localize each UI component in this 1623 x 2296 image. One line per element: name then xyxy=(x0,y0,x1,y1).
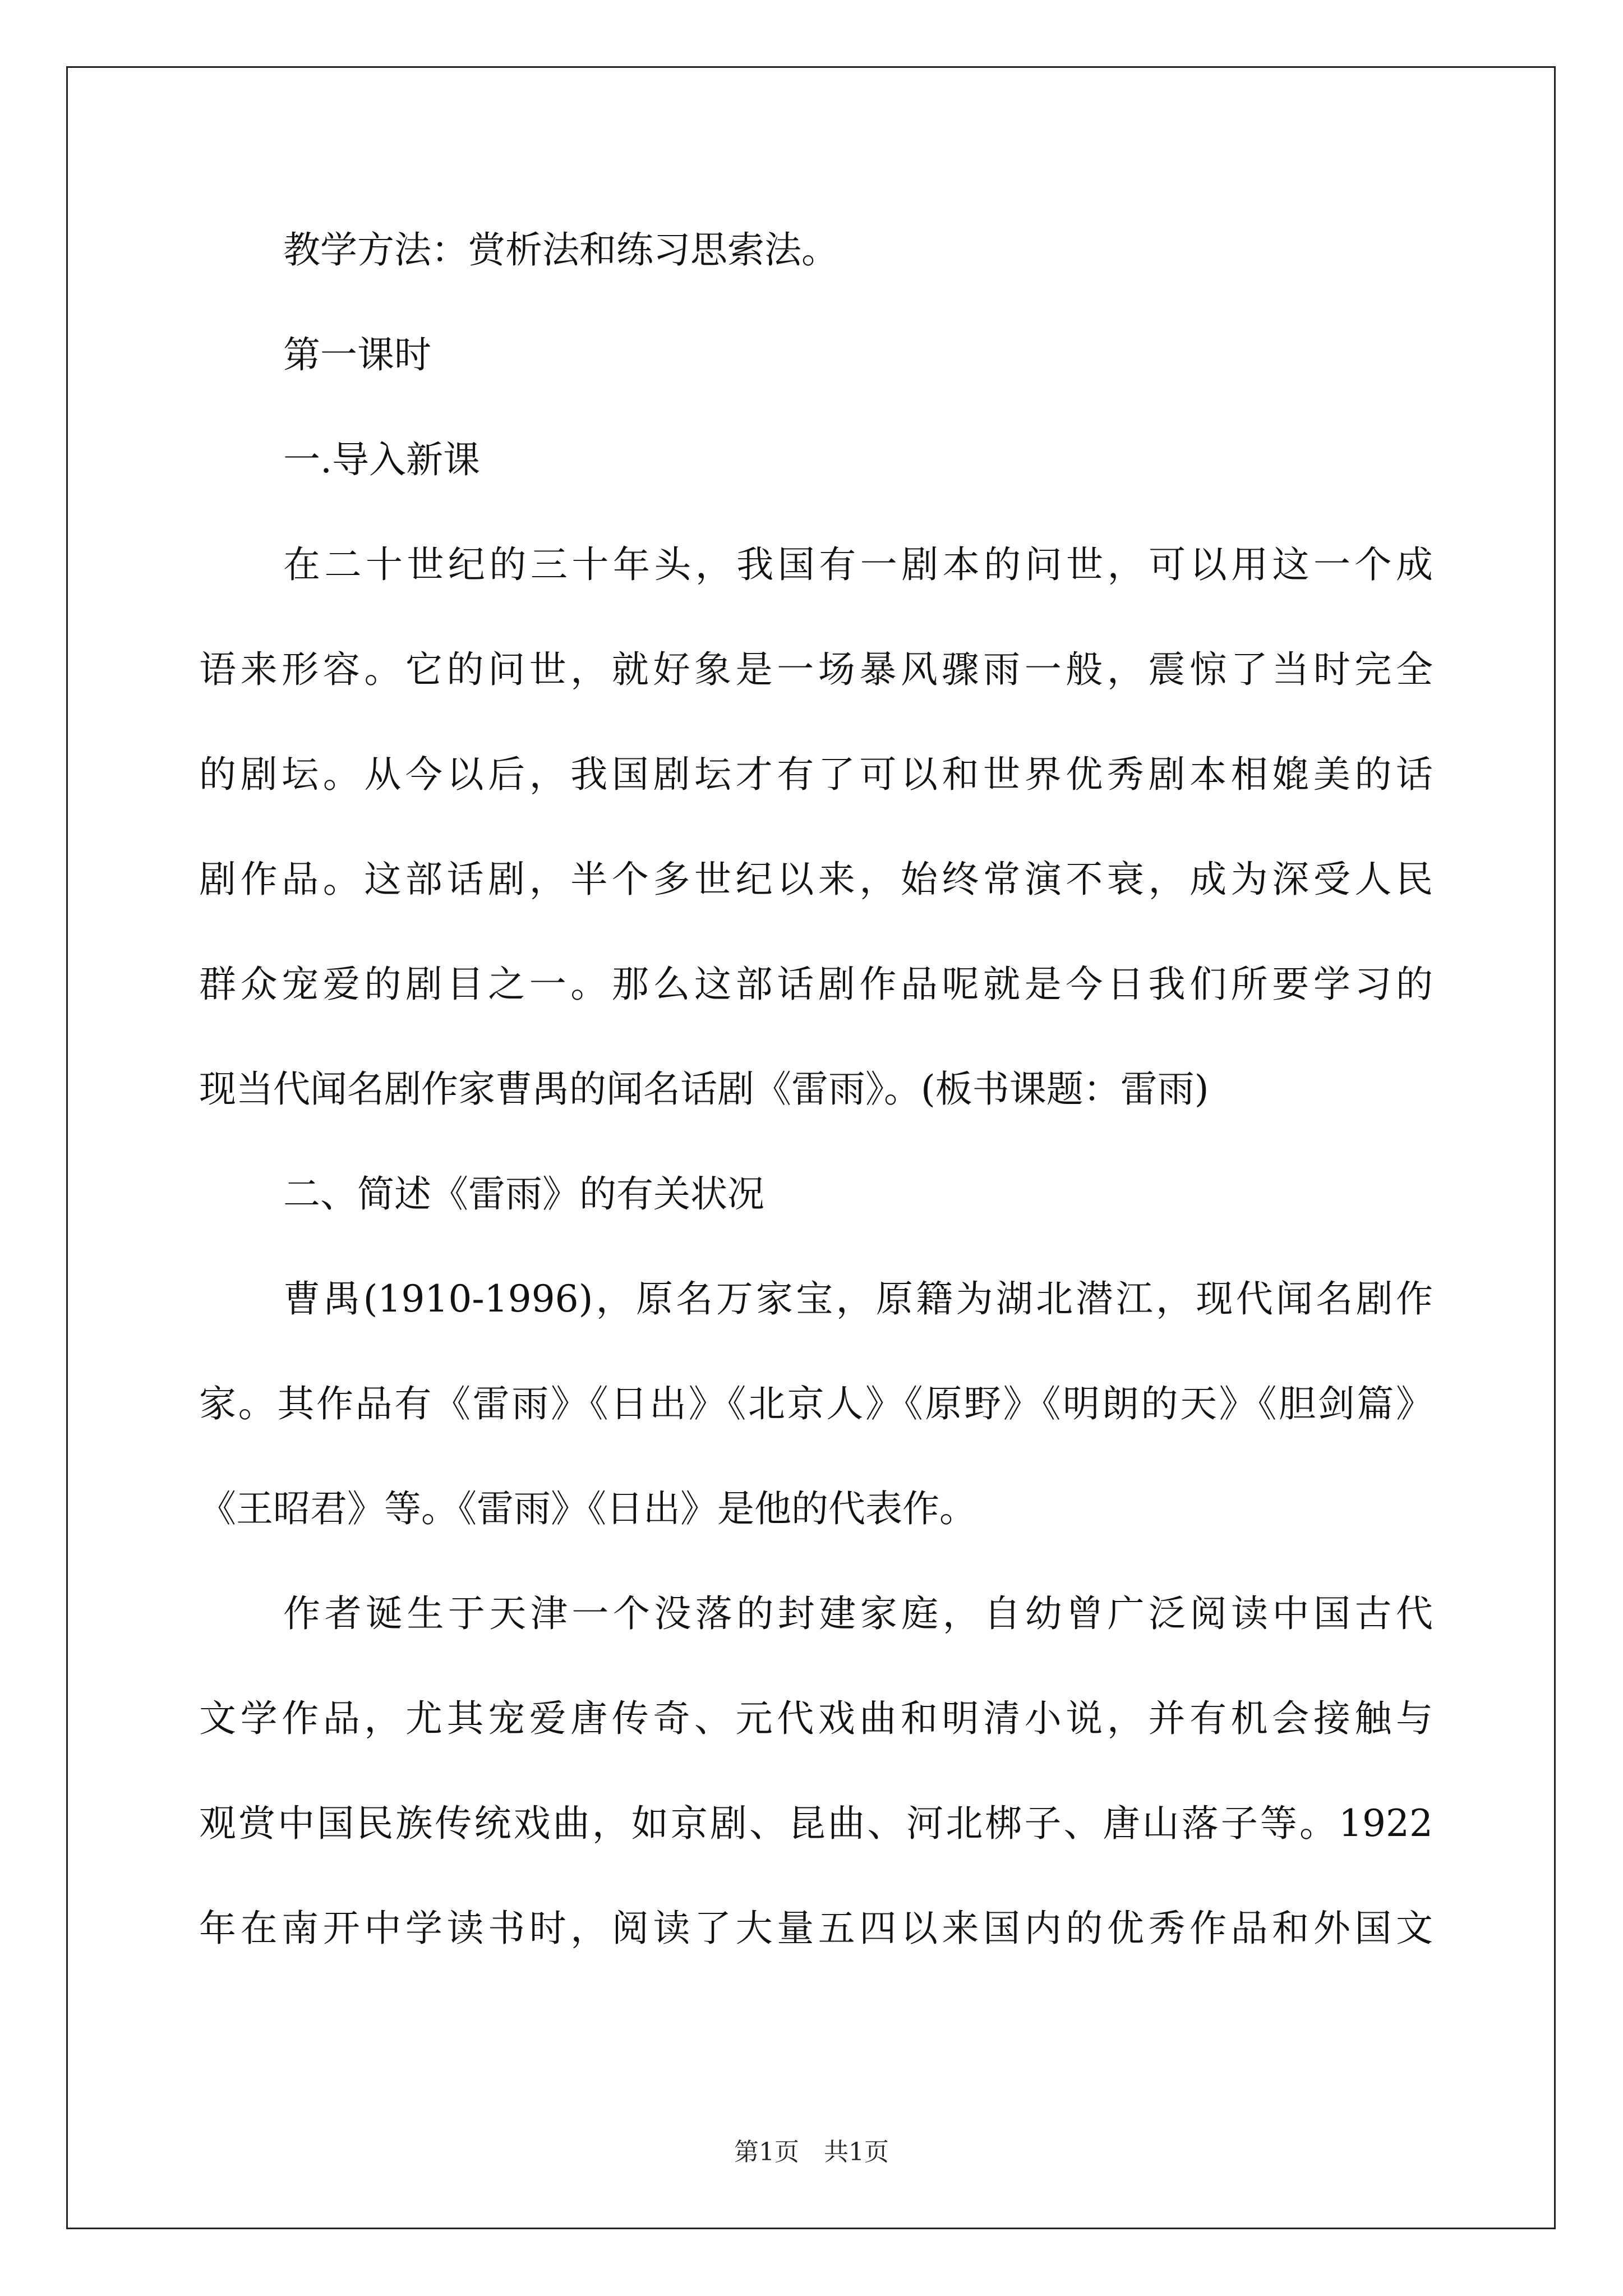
teaching-method-line: 教学方法：赏析法和练习思索法。 xyxy=(283,228,838,272)
lesson-heading: 第一课时 xyxy=(283,333,431,376)
paragraph-line: 《王昭君》等。《雷雨》《日出》是他的代表作。 xyxy=(199,1487,976,1530)
paragraph-line: 家。其作品有《雷雨》《日出》《北京人》《原野》《明朗的天》《胆剑篇》 xyxy=(199,1382,1433,1425)
paragraph-line: 群众宠爱的剧目之一。那么这部话剧作品呢就是今日我们所要学习的 xyxy=(199,963,1433,1006)
paragraph-line: 现当代闻名剧作家曹禺的闻名话剧《雷雨》。(板书课题：雷雨) xyxy=(199,1068,1209,1111)
paragraph-line: 剧作品。这部话剧，半个多世纪以来，始终常演不衰，成为深受人民 xyxy=(199,858,1433,901)
paragraph-line: 曹禺(1910-1996)，原名万家宝，原籍为湖北潜江，现代闻名剧作 xyxy=(283,1277,1433,1320)
page-number-footer: 第1页 共1页 xyxy=(734,2138,889,2166)
paragraph-line: 观赏中国民族传统戏曲，如京剧、昆曲、河北梆子、唐山落子等。1922 xyxy=(199,1802,1433,1845)
paragraph-line: 的剧坛。从今以后，我国剧坛才有了可以和世界优秀剧本相媲美的话 xyxy=(199,753,1433,796)
paragraph-line: 文学作品，尤其宠爱唐传奇、元代戏曲和明清小说，并有机会接触与 xyxy=(199,1697,1433,1740)
section-heading-overview: 二、简述《雷雨》的有关状况 xyxy=(283,1172,764,1216)
document-body xyxy=(199,197,1433,1981)
paragraph-line: 语来形容。它的问世，就好象是一场暴风骤雨一般，震惊了当时完全 xyxy=(199,648,1433,691)
paragraph-line: 年在南开中学读书时，阅读了大量五四以来国内的优秀作品和外国文 xyxy=(199,1907,1433,1950)
paragraph-line: 作者诞生于天津一个没落的封建家庭，自幼曾广泛阅读中国古代 xyxy=(283,1592,1433,1635)
section-heading-intro: 一.导入新课 xyxy=(283,438,480,481)
paragraph-line: 在二十世纪的三十年头，我国有一剧本的问世，可以用这一个成 xyxy=(283,543,1433,586)
